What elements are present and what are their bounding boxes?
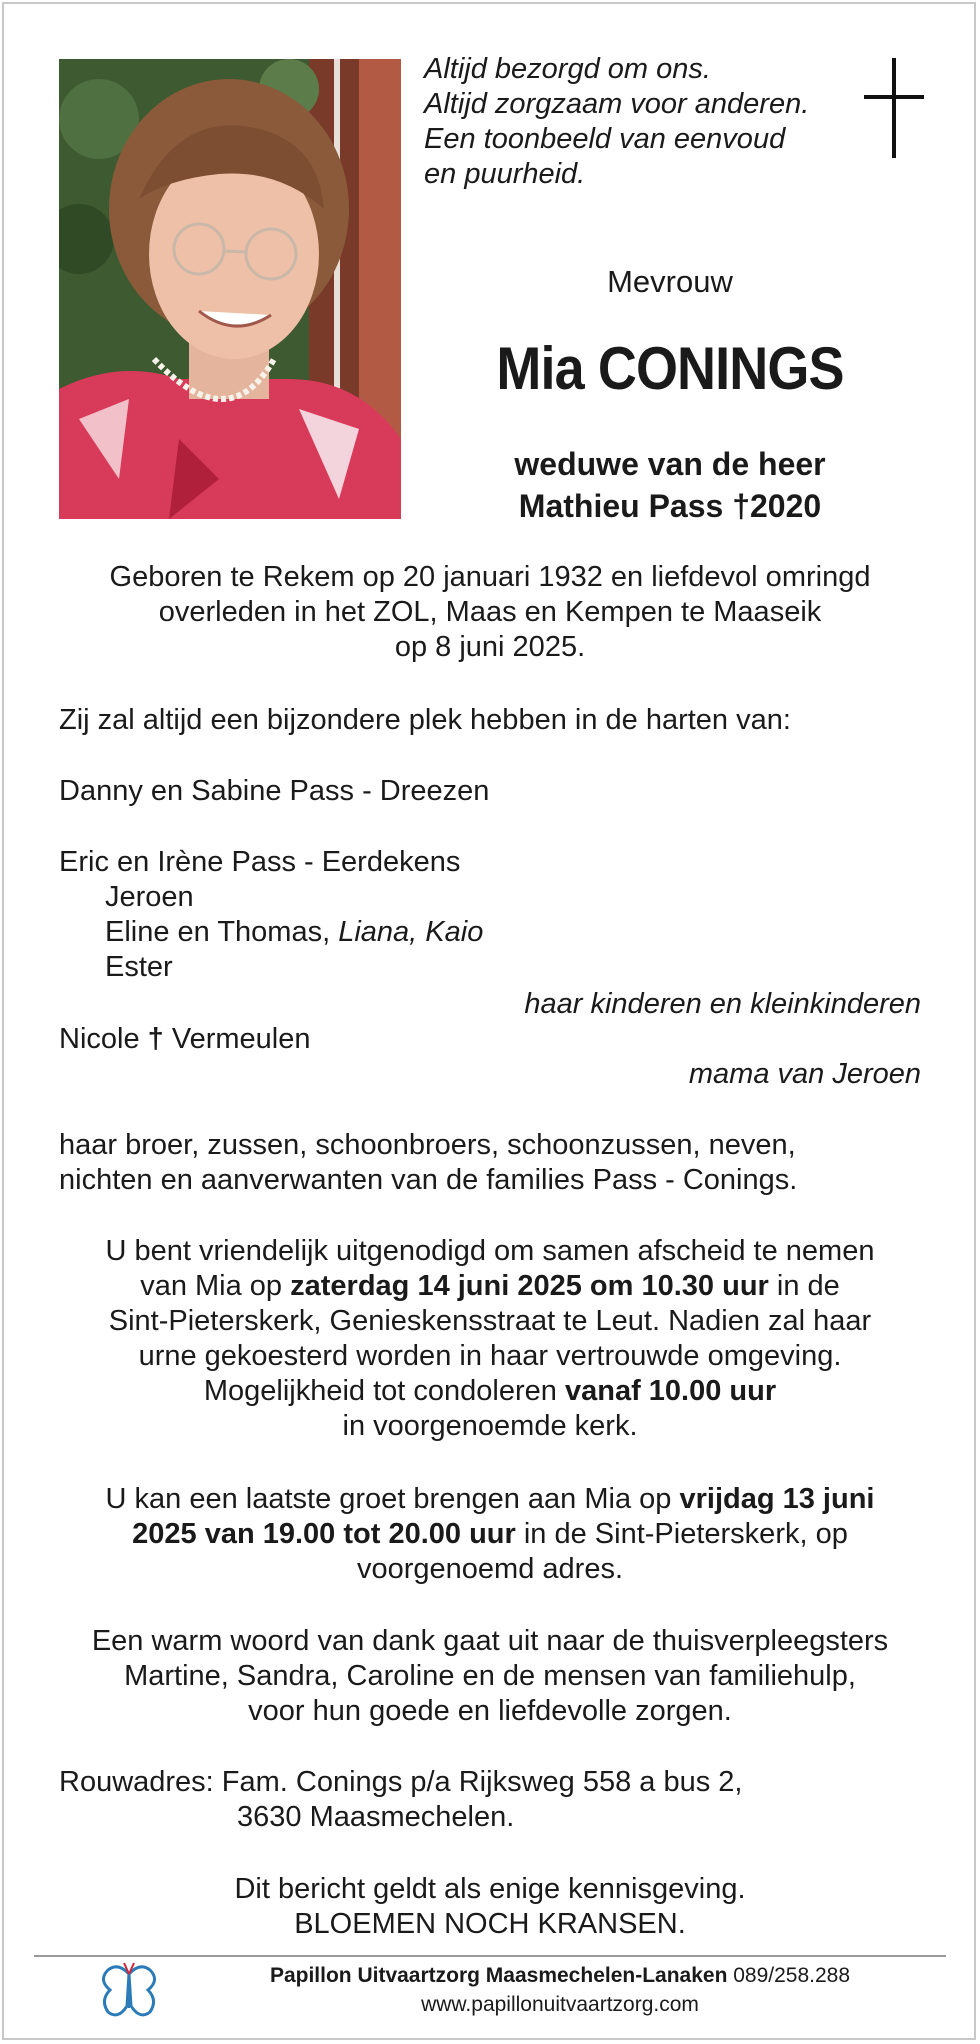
honorific: Mevrouw xyxy=(607,264,733,299)
deceased-name: Mia CONINGS xyxy=(496,335,844,402)
poem-line: Altijd zorgzaam voor anderen. xyxy=(424,88,810,120)
poem-line: Een toonbeeld van eenvoud xyxy=(424,123,786,155)
nicole-label: mama van Jeroen xyxy=(688,1058,921,1090)
poem-line: Altijd bezorgd om ons. xyxy=(424,53,711,85)
widow-of: weduwe van de heer Mathieu Pass †2020 xyxy=(514,446,826,524)
poem-line: en puurheid. xyxy=(424,158,586,190)
cross-icon xyxy=(864,58,924,160)
family-danny: Danny en Sabine Pass - Dreezen xyxy=(59,775,490,807)
company-website[interactable]: www.papillonuitvaartzorg.com xyxy=(421,1993,699,2016)
ceremony-paragraph: U bent vriendelijk uitgenodigd om samen afscheid te nemen van Mia op zaterdag 14 juni 2025 om 10.30 uur in de Sint-Pieterskerk, Genieskensstraat te Leut. Nadien zal haar urne gekoesterd worden in haar vertrouwde omgeving. Mogelijkheid tot condoleren vanaf 10.00 uur in voorgenoemde kerk. xyxy=(105,1235,875,1442)
butterfly-logo-icon xyxy=(96,1960,162,2022)
family-eric: Eric en Irène Pass - Eerdekens Jeroen Eline en Thomas, Liana, Kaio Ester xyxy=(59,846,484,983)
mourning-address: Rouwadres: Fam. Conings p/a Rijksweg 558 a bus 2, 3630 Maasmechelen. xyxy=(59,1766,743,1833)
visit-paragraph: U kan een laatste groet brengen aan Mia op vrijdag 13 juni 2025 van 19.00 tot 20.00 uur in de Sint-Pieterskerk, op voorgenoemd adres. xyxy=(105,1483,875,1585)
family-nicole: Nicole † Vermeulen xyxy=(59,1023,311,1055)
relatives: haar broer, zussen, schoonbroers, schoonzussen, neven, nichten en aanverwanten van de families Pass - Conings. xyxy=(59,1129,798,1196)
notice: Dit bericht geldt als enige kennisgeving. BLOEMEN NOCH KRANSEN. xyxy=(234,1873,746,1940)
footer-company-line xyxy=(180,1961,940,1990)
thanks-paragraph: Een warm woord van dank gaat uit naar de thuisverpleegsters Martine, Sandra, Caroline en de mensen van familiehulp, voor hun goede en liefdevolle zorgen. xyxy=(91,1625,889,1727)
company-phone: 089/258.288 xyxy=(733,1964,851,1987)
birth-death-paragraph: Geboren te Rekem op 20 januari 1932 en liefdevol omringd overleden in het ZOL, Maas en Kempen te Maaseik op 8 juni 2025. xyxy=(109,561,871,663)
company-name: Papillon Uitvaartzorg Maasmechelen-Lanaken xyxy=(269,1964,728,1987)
portrait-photo xyxy=(59,59,401,519)
poem xyxy=(424,52,844,192)
family-intro: Zij zal altijd een bijzondere plek hebben in de harten van: xyxy=(59,704,791,736)
cross-symbol: † xyxy=(147,1023,164,1055)
children-label: haar kinderen en kleinkinderen xyxy=(524,988,921,1020)
footer-divider xyxy=(34,1955,946,1957)
